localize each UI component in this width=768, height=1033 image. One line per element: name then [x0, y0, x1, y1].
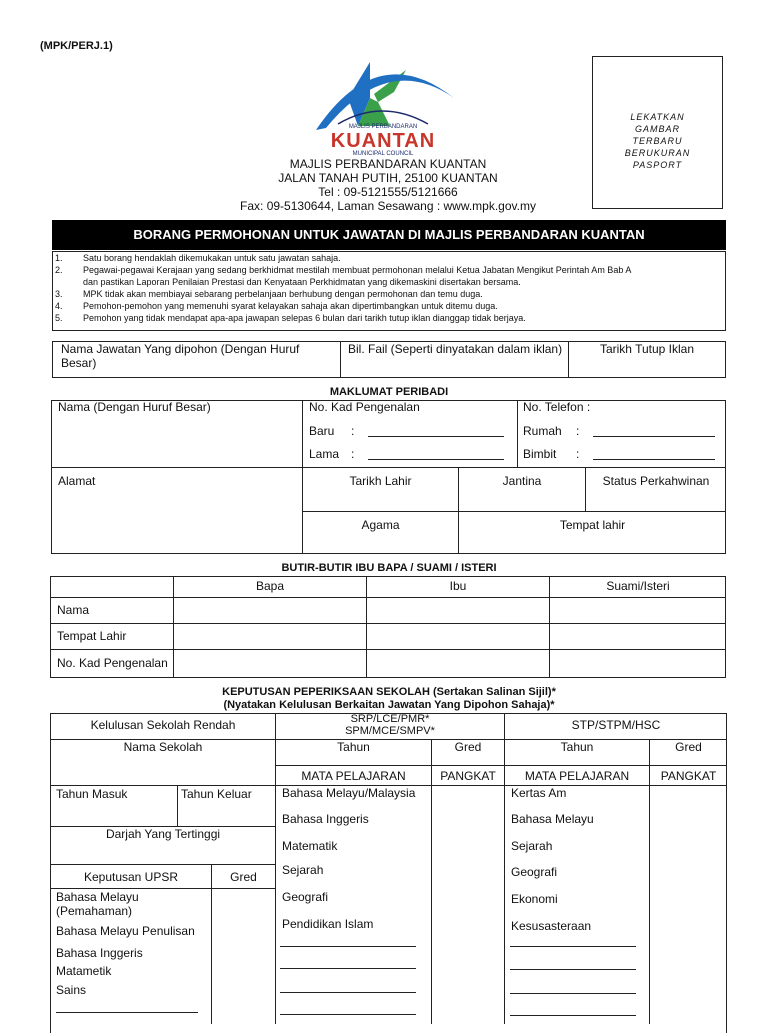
photo-line: BERUKURAN — [624, 148, 691, 158]
birthplace-field[interactable] — [459, 518, 726, 552]
instruction-item: 5. Pemohon yang tidak mendapat apa-apa jawapan selepas 6 bulan dari tarikh tutup iklan dianggap tidak berjaya. — [55, 313, 526, 323]
spouse-name-cell[interactable] — [550, 598, 726, 623]
srp-year-header: Tahun — [337, 740, 370, 754]
col-spouse: Suami/Isteri — [606, 579, 670, 593]
dob-label: Tarikh Lahir — [349, 474, 412, 488]
upsr-subject: Matametik — [56, 964, 112, 978]
stp-extra-subject-input[interactable] — [510, 993, 636, 994]
logo-arc-text: MAJLIS PERBANDARAN — [348, 124, 418, 130]
srp-subject: Bahasa Inggeris — [282, 812, 369, 826]
row-birthplace: Tempat Lahir — [57, 629, 127, 643]
upsr-subject: Sains — [56, 983, 87, 997]
school-name-label: Nama Sekolah — [123, 740, 203, 754]
stp-extra-subject-input[interactable] — [510, 946, 636, 947]
home-phone-input[interactable] — [593, 436, 715, 437]
marital-field[interactable] — [586, 474, 726, 510]
year-out-label: Tahun Keluar — [181, 787, 252, 801]
ic-label: No. Kad Pengenalan — [309, 400, 420, 414]
instruction-item: 1. Satu borang hendaklah dikemukakan untuk satu jawatan sahaja. — [55, 253, 341, 263]
org-block — [200, 157, 576, 213]
photo-line: PASPORT — [632, 160, 683, 170]
ic-old-label: Lama — [309, 447, 340, 461]
full-name-label: Nama (Dengan Huruf Besar) — [58, 400, 211, 414]
closing-date-label: Tarikh Tutup Iklan — [599, 342, 695, 356]
father-birthplace-cell[interactable] — [174, 624, 366, 649]
mother-birthplace-cell[interactable] — [367, 624, 549, 649]
upsr-subject: Bahasa Melayu Penulisan — [56, 924, 195, 938]
colon: : — [576, 424, 580, 438]
file-number-field[interactable] — [348, 342, 566, 376]
job-name-field[interactable] — [61, 342, 337, 376]
srp-grade-header: Gred — [454, 740, 482, 754]
stp-extra-subject-input[interactable] — [510, 1015, 636, 1016]
spm-header-line: SPM/MCE/SMPV* — [345, 725, 435, 737]
photo-box[interactable] — [592, 56, 723, 209]
year-out-field[interactable] — [181, 787, 273, 825]
upsr-subject: Bahasa Inggeris — [56, 946, 143, 960]
colon: : — [576, 447, 580, 461]
stp-header: STP/STPM/HSC — [571, 718, 661, 732]
stp-grade-header: Gred — [675, 740, 702, 754]
logo-word: KUANTAN — [330, 130, 436, 152]
instruction-item: 4. Pemohon-pemohon yang memenuhi syarat kelayakan sahaja akan dipertimbangkan untuk ditemu duga. — [55, 301, 498, 311]
upsr-extra-subject-input[interactable] — [56, 1012, 198, 1013]
home-phone-label: Rumah — [523, 424, 562, 438]
srp-subject: Matematik — [282, 839, 338, 853]
full-name-field[interactable] — [58, 400, 298, 464]
colon: : — [351, 424, 355, 438]
parents-heading: BUTIR-BUTIR IBU BAPA / SUAMI / ISTERI — [281, 562, 497, 574]
photo-line: GAMBAR — [634, 124, 680, 134]
gender-field[interactable] — [459, 474, 585, 510]
exam-heading: KEPUTUSAN PEPERIKSAAN SEKOLAH (Sertakan Salinan Sijil)* — [222, 686, 556, 698]
dob-field[interactable] — [303, 474, 458, 510]
org-address: JALAN TANAH PUTIH, 25100 KUANTAN — [278, 171, 498, 185]
logo-subtext: MUNICIPAL COUNCIL — [352, 151, 414, 157]
srp-extra-subject-input[interactable] — [280, 1014, 416, 1015]
stp-subject: Bahasa Melayu — [511, 812, 594, 826]
form-code: (MPK/PERJ.1) — [40, 40, 113, 52]
srp-subject: Sejarah — [282, 863, 324, 877]
instruction-item: 2. Pegawai-pegawai Kerajaan yang sedang berkhidmat mestilah membuat permohonan melalui Ketua Jabatan Mengikut Perintah Am Bab A — [55, 265, 632, 275]
col-father: Bapa — [255, 579, 285, 593]
birthplace-label: Tempat lahir — [559, 518, 626, 532]
ic-new-label: Baru — [309, 424, 335, 438]
stp-subject-header: MATA PELAJARAN — [524, 769, 630, 783]
stp-subject: Kesusasteraan — [511, 919, 592, 933]
address-label: Alamat — [58, 474, 96, 488]
row-name: Nama — [57, 603, 90, 617]
upsr-header: Keputusan UPSR — [83, 870, 179, 884]
stp-subject: Kertas Am — [511, 786, 567, 800]
mobile-phone-label: Bimbit — [523, 447, 557, 461]
father-ic-cell[interactable] — [174, 650, 366, 677]
stp-subject: Geografi — [511, 865, 558, 879]
religion-field[interactable] — [303, 518, 458, 552]
stp-rank-header: PANGKAT — [660, 769, 717, 783]
photo-line: TERBARU — [632, 136, 683, 146]
gender-label: Jantina — [502, 474, 542, 488]
ic-new-input[interactable] — [368, 436, 504, 437]
spouse-birthplace-cell[interactable] — [550, 624, 726, 649]
ic-old-input[interactable] — [368, 459, 504, 460]
stp-year-header: Tahun — [560, 740, 594, 754]
srp-subject: Pendidikan Islam — [282, 917, 374, 931]
highest-grade-field[interactable] — [51, 827, 275, 863]
srp-subject: Bahasa Melayu/Malaysia — [282, 786, 416, 800]
marital-label: Status Perkahwinan — [602, 474, 710, 488]
year-in-label: Tahun Masuk — [56, 787, 128, 801]
highest-grade-label: Darjah Yang Tertinggi — [105, 827, 221, 841]
form-title: BORANG PERMOHONAN UNTUK JAWATAN DI MAJLIS PERBANDARAN KUANTAN — [52, 220, 726, 250]
stp-subject: Sejarah — [511, 839, 553, 853]
school-name-field[interactable] — [51, 740, 275, 784]
phone-label: No. Telefon : — [523, 400, 591, 414]
primary-school-header: Kelulusan Sekolah Rendah — [90, 718, 236, 732]
col-mother: Ibu — [449, 579, 467, 593]
colon: : — [351, 447, 355, 461]
stp-extra-subject-input[interactable] — [510, 969, 636, 970]
closing-date-field[interactable] — [569, 342, 725, 376]
year-in-field[interactable] — [56, 787, 176, 825]
address-field[interactable] — [58, 474, 298, 550]
stp-subject: Ekonomi — [511, 892, 558, 906]
org-fax: Fax: 09-5130644, Laman Sesawang : www.mpk.gov.my — [240, 199, 536, 213]
mpk-logo — [308, 58, 458, 158]
srp-rank-header: PANGKAT — [440, 769, 496, 783]
upsr-grade-header: Gred — [230, 870, 257, 884]
instruction-item: 3. MPK tidak akan membiayai sebarang perbelanjaan berhubung dengan permohonan dan temu duga. — [55, 289, 483, 299]
photo-line: LEKATKAN — [630, 112, 685, 122]
srp-extra-subject-input[interactable] — [280, 992, 416, 993]
srp-extra-subject-input[interactable] — [280, 946, 416, 947]
mobile-phone-input[interactable] — [593, 459, 715, 460]
father-name-cell[interactable] — [174, 598, 366, 623]
srp-extra-subject-input[interactable] — [280, 968, 416, 969]
mother-name-cell[interactable] — [367, 598, 549, 623]
instruction-item: dan pastikan Laporan Penilaian Prestasi dan Kenyataan Perkhidmatan yang dikemaskini disertakan bersama. — [83, 277, 521, 287]
photo-instructions — [593, 111, 722, 171]
religion-label: Agama — [361, 518, 400, 532]
personal-heading: MAKLUMAT PERIBADI — [329, 386, 449, 398]
job-name-label: Nama Jawatan Yang dipohon (Dengan Huruf Besar) — [61, 342, 300, 370]
srp-header-line: SRP/LCE/PMR* — [350, 713, 430, 725]
srp-subject: Geografi — [282, 890, 329, 904]
spouse-ic-cell[interactable] — [550, 650, 726, 677]
exam-subheading: (Nyatakan Kelulusan Berkaitan Jawatan Yang Dipohon Sahaja)* — [223, 699, 555, 711]
upsr-subject: Bahasa Melayu (Pemahaman) — [56, 890, 139, 918]
org-name: MAJLIS PERBANDARAN KUANTAN — [289, 157, 487, 171]
srp-spm-header — [276, 713, 504, 737]
row-ic: No. Kad Pengenalan — [57, 656, 168, 670]
org-tel: Tel : 09-5121555/5121666 — [318, 185, 458, 199]
mother-ic-cell[interactable] — [367, 650, 549, 677]
srp-subject-header: MATA PELAJARAN — [301, 769, 406, 783]
instructions-box — [52, 251, 726, 331]
file-number-label: Bil. Fail (Seperti dinyatakan dalam iklan) — [348, 342, 563, 356]
